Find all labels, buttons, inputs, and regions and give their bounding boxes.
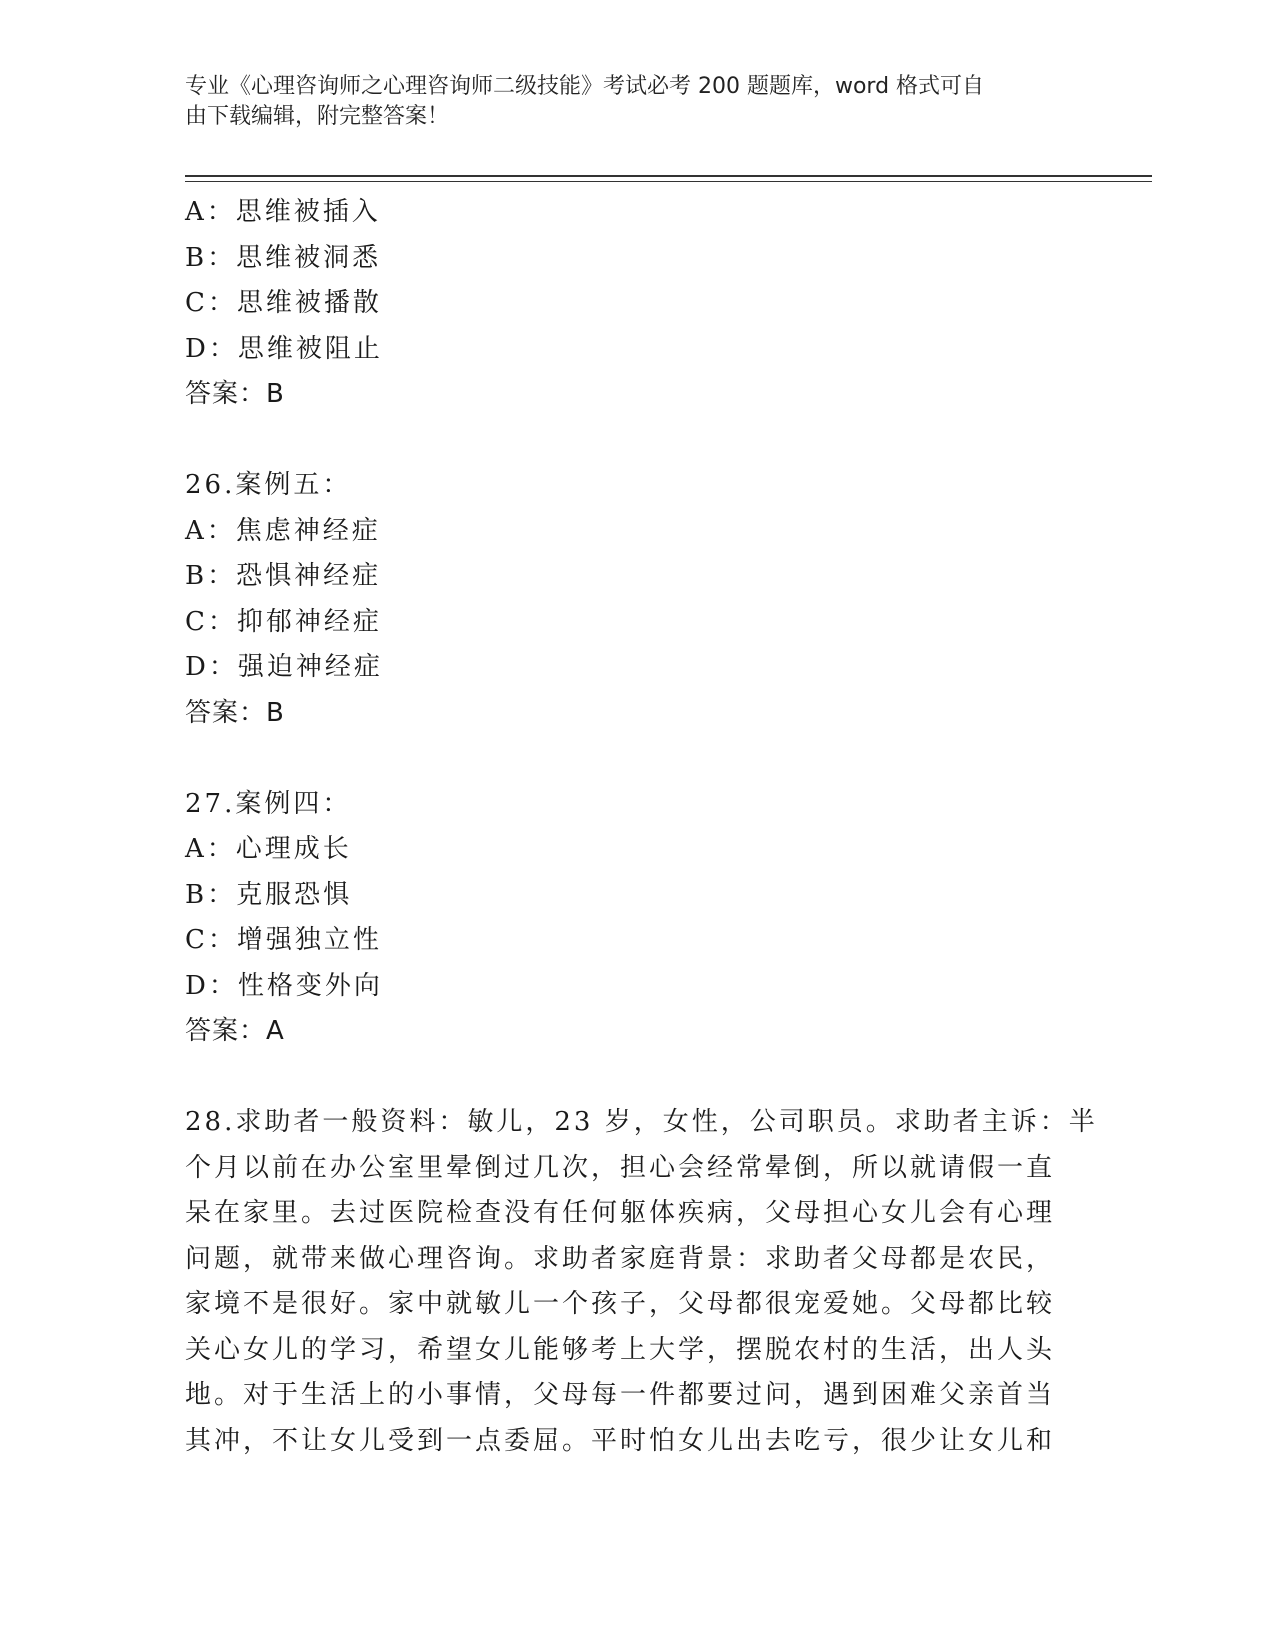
q25-option-a: A：思维被插入 <box>185 197 381 227</box>
header-line-2: 由下载编辑，附完整答案！ <box>185 104 450 129</box>
q25-option-d: D：思维被阻止 <box>185 333 383 364</box>
q28-line-8: 其冲，不让女儿受到一点委屈。平时怕女儿出去吃亏，很少让女儿和 <box>185 1425 1056 1456</box>
document-header <box>185 72 1075 132</box>
q26-answer: 答案：B <box>185 697 285 728</box>
q25-option-b: B：思维被洞悉 <box>185 242 382 273</box>
q27-title: 27.案例四： <box>185 788 352 819</box>
q26-option-d: D：强迫神经症 <box>185 652 383 682</box>
header-rule-thin <box>185 181 1152 182</box>
q28-line-1: 28.求助者一般资料：敏儿，23 岁，女性，公司职员。求助者主诉：半 <box>185 1107 1098 1137</box>
q28-line-5: 家境不是很好。家中就敏儿一个孩子，父母都很宠爱她。父母都比较 <box>185 1289 1056 1319</box>
q26-title: 26.案例五： <box>185 470 352 500</box>
q28-paragraph <box>185 1100 1098 1464</box>
q28-line-7: 地。对于生活上的小事情，父母每一件都要过问，遇到困难父亲首当 <box>185 1380 1056 1410</box>
q28-line-4: 问题，就带来做心理咨询。求助者家庭背景：求助者父母都是农民， <box>185 1243 1056 1274</box>
q25-answer: 答案：B <box>185 379 285 409</box>
q26-option-a: A：焦虑神经症 <box>185 515 381 546</box>
document-body <box>185 190 1098 1464</box>
header-rule-thick <box>185 175 1152 177</box>
q27-answer: 答案：A <box>185 1016 285 1046</box>
q28-line-6: 关心女儿的学习，希望女儿能够考上大学，摆脱农村的生活，出人头 <box>185 1334 1056 1365</box>
q27-option-a: A：心理成长 <box>185 834 352 864</box>
q26-option-b: B：恐惧神经症 <box>185 561 382 591</box>
q25-option-c: C：思维被播散 <box>185 288 382 318</box>
q28-line-3: 呆在家里。去过医院检查没有任何躯体疾病，父母担心女儿会有心理 <box>185 1198 1056 1228</box>
q27-option-d: D：性格变外向 <box>185 970 383 1001</box>
header-line-1: 专业《心理咨询师之心理咨询师二级技能》考试必考 200 题题库，word 格式可自 <box>185 74 985 99</box>
q27-option-b: B：克服恐惧 <box>185 879 353 910</box>
q27-option-c: C：增强独立性 <box>185 925 382 955</box>
q28-line-2: 个月以前在办公室里晕倒过几次，担心会经常晕倒，所以就请假一直 <box>185 1152 1056 1183</box>
q26-option-c: C：抑郁神经症 <box>185 606 382 637</box>
